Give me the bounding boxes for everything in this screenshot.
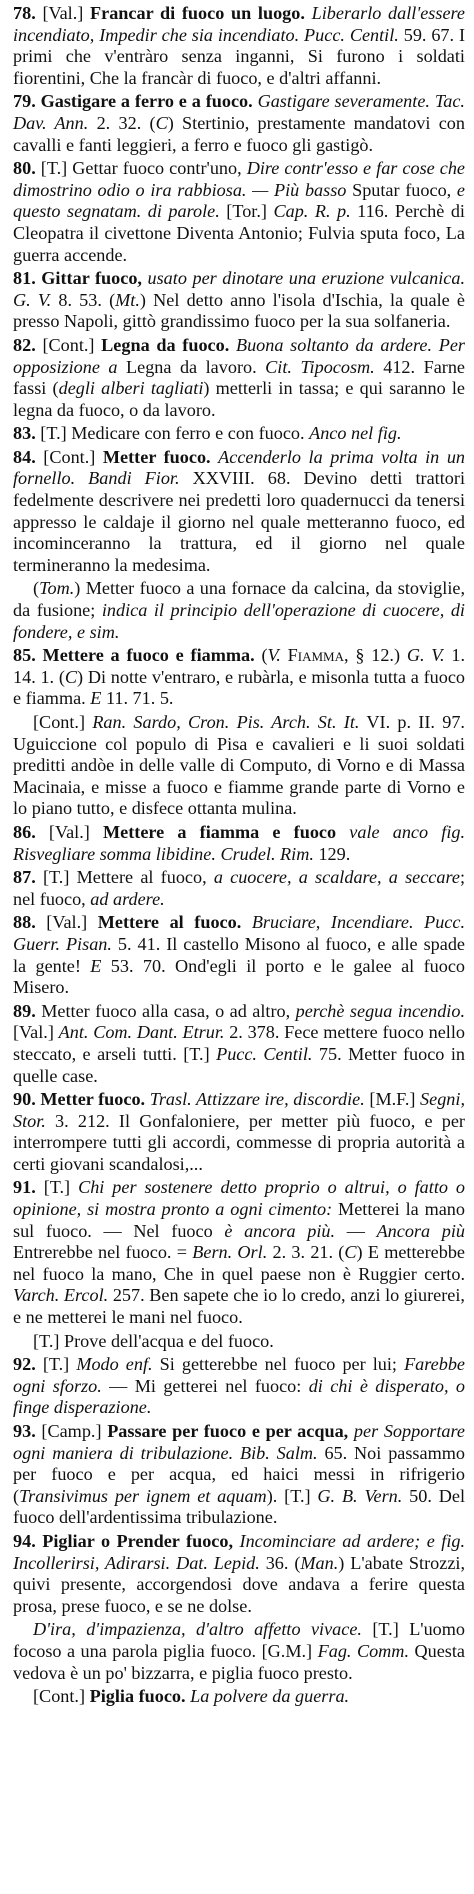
entry-text: Chi per sostenere detto proprio o altrui, o fatto o opinione, si mostra pronto a ogni cimento: (13, 1177, 466, 1220)
entry-text: [Val.] (42, 3, 91, 23)
dictionary-entry (13, 3, 465, 89)
entry-text: a cuocere, a scaldare, a seccare (213, 867, 460, 888)
entry-text: usato per dinotare una eruzione vulcanica. G. V. (13, 268, 466, 310)
headword: Metter fuoco. (102, 446, 211, 467)
entry-text: Metterei la mano sul fuoco. — Nel fuoco (13, 1199, 465, 1241)
entry-text: indica il principio dell'operazione di cuocere, di fondere, e sim. (13, 600, 465, 642)
entry-text: [Val.] (48, 821, 103, 842)
entry-text: 5. 41. Il castello Misono al fuoco, e alle spade la gente! (13, 933, 466, 976)
entry-text: G. B. Vern. (317, 1485, 403, 1506)
dictionary-entry (13, 1421, 465, 1529)
sub-entry (13, 578, 465, 643)
entry-text: [T.] Mettere al fuoco, (42, 867, 214, 888)
entry-number: 87. (13, 867, 43, 888)
dictionary-entry (13, 158, 465, 266)
headword: Francar di fuoco un luogo. (90, 3, 305, 23)
dictionary-entry (13, 912, 465, 998)
entry-text: Gastigare severamente. Tac. Dav. Ann. (13, 91, 465, 133)
entry-text: ) metterli in tassa; e qui saranno le legna da fuoco, o da lavoro. (13, 378, 466, 420)
entry-text: [Cont.] (43, 446, 103, 467)
sub-entry (13, 1686, 465, 1708)
sub-entry (13, 1331, 465, 1353)
entry-text: XXVIII. 68. Devino detti trattori fedelmente descrivere nei predetti loro quadernucci da tenersi appresso le caldaje il giorno nel quale metteranno fuoco, ed incominceranno la trattura, ed il giorno nel quale termineranno la medesima. (13, 468, 465, 575)
entry-text: [T.] (43, 1177, 79, 1198)
dictionary-entry (13, 1354, 465, 1419)
entry-number: 88. (13, 912, 47, 933)
entry-text: ) E metterebbe nel fuoco la mano, Che in quel paese non è Ruggier certo. (13, 1242, 465, 1284)
entry-text: [T.] Gettar fuoco contr'uno, (40, 158, 247, 179)
entry-text: E (90, 955, 102, 976)
entry-text: Incominciare ad ardere; e fig. Incollerirsi, Adirarsi. Dat. Lepid. (13, 1530, 466, 1573)
entry-text (229, 335, 236, 355)
entry-number: 91. (13, 1177, 44, 1198)
entry-text: 50. Del fuoco dell'ardentissima tribulazione. (13, 1485, 466, 1528)
entry-text: [T.] (42, 1354, 77, 1375)
entry-text: Dire contr'esso e far cose che dimostrino odio o ira rabbiosa. — Più basso (13, 158, 466, 200)
entry-text: ad ardere. (90, 888, 165, 909)
headword: Gittar fuoco, (41, 268, 142, 289)
dictionary-entry (13, 268, 465, 333)
dictionary-entry (13, 867, 465, 910)
entry-text: [Val.] (13, 1022, 59, 1043)
entry-text: Modo enf. (76, 1354, 153, 1375)
entry-text: V. (267, 645, 281, 666)
dictionary-entry (13, 91, 465, 156)
entry-text: [M.F.] (364, 1089, 421, 1110)
entry-text: [T.] L'uomo focoso a una parola piglia fuoco. [G.M.] (13, 1619, 466, 1661)
entry-text: Si getterebbe nel fuoco per lui; (152, 1354, 405, 1375)
entry-text: 116. Perchè di Cleopatra il civettone Diventa Antonio; Fulvia sputa foco, La guerra accende. (13, 201, 465, 265)
headword: Mettere al fuoco. (97, 912, 242, 933)
entry-text: [Cont.] (42, 334, 102, 355)
entry-text: Sputar fuoco, (346, 179, 457, 200)
entry-text: [T.] Prove dell'acqua e del fuoco. (33, 1330, 274, 1351)
entry-text: 129. (313, 843, 351, 864)
entry-text: Cap. R. p. (273, 201, 351, 222)
entry-text (336, 822, 349, 842)
headword: Passare per fuoco e per acqua, (107, 1421, 349, 1441)
dictionary-entry (13, 822, 465, 865)
entry-text: E (90, 688, 102, 709)
entry-text: 257. Ben sapete che io lo credo, anzi lo giurerei, e ne metterei le mani nel fuoco. (13, 1285, 465, 1328)
entry-number: 89. (13, 1000, 42, 1021)
entry-text: D'ira, d'impazienza, d'altro affetto vivace. (33, 1619, 362, 1640)
entry-text: ) Metter fuoco a una fornace da calcina, da stoviglie, da fusione; (13, 578, 465, 621)
entry-text: VI. p. II. 97. Uguiccione col populo di Pisa e cavalieri e li suoi soldati preditti andòe in delle valle di Computo, di Vorno e di Massa Macinaia, e misse a fuoco e fiamme grande parte di Vorno e lo piano tutto, e disfece ottanta mulina. (13, 712, 465, 819)
entry-text: Bruciare, Incendiare. Pucc. Guerr. Pisan. (13, 912, 465, 954)
entry-text: Ran. Sardo, Cron. Pis. Arch. St. It. (92, 712, 360, 732)
entry-number: 94. (13, 1530, 43, 1551)
entry-text: [Cont.] (33, 712, 93, 732)
entry-text: 2. 378. Fece mettere fuoco nello steccato, e arseli tutti. [T.] (13, 1022, 466, 1064)
entry-number: 79. (13, 91, 41, 112)
entry-text: Fag. Comm. (317, 1640, 409, 1661)
entry-text: 65. Noi passammo per fuoco e per acqua, ed haici messi in rifrigerio ( (13, 1442, 465, 1506)
entry-text: 8. 53. ( (51, 289, 116, 310)
entry-text: e questo segnatam. di parole. (13, 179, 465, 222)
entry-text: — Mi getterei nel fuoco: (101, 1375, 309, 1396)
entry-text: Buona soltanto da ardere. Per opposizione a (13, 334, 465, 377)
headword: Legna da fuoco. (101, 334, 230, 355)
entry-text (241, 912, 252, 932)
dictionary-entry (13, 335, 465, 421)
entry-text: Pucc. Centil. (216, 1043, 313, 1064)
entry-text: ) Stertinio, prestamente mandatovi con cavalli e fanti leggieri, a ferro e fuoco gli gastigò. (13, 112, 465, 155)
entry-text: — (335, 1220, 377, 1241)
dictionary-entry (13, 1531, 465, 1617)
entry-text: ). [T.] (266, 1485, 318, 1506)
entry-number: 86. (13, 821, 49, 842)
entry-text: Metter fuoco alla casa, o ad altro, (41, 1000, 296, 1021)
headword: Mettere a fiamma e fuoco (102, 821, 337, 842)
entry-text: ) Di notte v'entraro, e rubàrla, e misonla tutta a fuoco e fiamma. (13, 666, 465, 709)
entry-text: [Camp.] (41, 1421, 108, 1441)
dictionary-entry (13, 645, 465, 710)
entry-text: ) L'abate Strozzi, quivi presente, accorgendosi dove andava a ferire questa prosa, prese fuoco, e se ne dolse. (13, 1552, 465, 1616)
entry-text: C (155, 112, 168, 133)
entry-text: C (344, 1242, 357, 1263)
entry-text: [Tor.] (219, 201, 274, 222)
entry-text: , § 12.) (344, 645, 407, 666)
headword: Gastigare a ferro e a fuoco. (40, 91, 253, 112)
dictionary-entry (13, 1001, 465, 1087)
entry-text: C (64, 666, 78, 687)
entry-text: 59. 67. I primi che v'entràro senza inganni, Si furono i soldati fiorentini, Che la francàr di fuoco, e d'altri affanni. (13, 24, 465, 88)
entry-number: 84. (13, 446, 44, 467)
entry-number: 80. (13, 158, 41, 179)
entry-text: Bern. Orl. (192, 1242, 268, 1263)
headword: Mettere a fuoco e fiamma. (42, 645, 255, 666)
dictionary-entry (13, 447, 465, 577)
entry-text: 11. 71. 5. (101, 688, 174, 709)
entry-text: La polvere da guerra. (190, 1686, 350, 1707)
entry-number: 85. (13, 645, 43, 666)
headword: Metter fuoco. (40, 1089, 146, 1110)
entry-text: Ancora più (376, 1220, 466, 1241)
entry-number: 90. (13, 1089, 41, 1110)
entry-text: 53. 70. Ond'egli il porto e le galee al fuoco Misero. (13, 955, 465, 998)
entry-text: è ancora più. (224, 1220, 336, 1241)
entry-text: degli alberi tagliati (58, 378, 204, 399)
sub-entry (13, 712, 465, 820)
entry-text: Fiamma (287, 645, 344, 666)
entry-text: [Val.] (46, 912, 98, 933)
entry-text: 3. 212. Il Gonfaloniere, per metter più fuoco, e per interrompere tutti gli accordi, commesse di propria autorità a certi giovani scandalosi,... (13, 1110, 465, 1174)
entry-text (281, 645, 288, 665)
entry-text: perchè segua incendio. (295, 1000, 465, 1021)
entry-list (13, 3, 465, 1708)
entry-text: di chi è disperato, o finge disperazione. (13, 1375, 466, 1418)
entry-text: Varch. Ercol. (13, 1285, 109, 1306)
entry-text: Questa vedova è un po' bizzarra, e piglia fuoco presto. (13, 1640, 465, 1683)
entry-text: Man. (300, 1552, 339, 1573)
entry-text: ( (254, 645, 268, 666)
entry-text: Tom. (39, 578, 75, 599)
entry-text: 36. ( (259, 1552, 301, 1573)
entry-text: Liberarlo dall'essere incendiato, Impedir che sia incendiato. Pucc. Centil. (13, 3, 466, 45)
entry-text: Farebbe ogni sforzo. (13, 1354, 466, 1396)
entry-number: 78. (13, 3, 43, 23)
entry-number: 81. (13, 268, 42, 289)
dictionary-entry (13, 1089, 465, 1175)
entry-number: 83. (13, 423, 41, 444)
entry-text: Segni, Stor. (13, 1089, 465, 1131)
entry-text: 412. Farne fassi ( (13, 356, 465, 399)
entry-text: ) Nel detto anno l'isola d'Ischia, la quale è presso Napoli, gittò grandissimo fuoco per la sua solfaneria. (13, 289, 465, 332)
entry-text: Accenderlo la prima volta in un fornello. Bandi Fior. (13, 446, 466, 489)
entry-number: 82. (13, 334, 43, 355)
entry-text: Mt. (115, 289, 140, 310)
entry-text: G. V. (406, 645, 445, 666)
entry-number: 92. (13, 1354, 43, 1375)
entry-text: per Sopportare ogni maniera di tribulazione. Bib. Salm. (13, 1421, 465, 1463)
entry-text: Ant. Com. Dant. Etrur. (58, 1022, 225, 1043)
entry-text: 75. Metter fuoco in quelle case. (13, 1043, 465, 1086)
entry-text: Cit. Tipocosm. (265, 356, 375, 377)
entry-text: 2. 32. ( (88, 112, 156, 133)
sub-entry (13, 1619, 465, 1684)
entry-text: Entrerebbe nel fuoco. = (13, 1242, 193, 1263)
dictionary-entry (13, 1177, 465, 1328)
entry-text: vale anco fig. Risvegliare somma libidine. Crudel. Rim. (13, 821, 466, 864)
entry-text: 2. 3. 21. ( (267, 1242, 345, 1263)
entry-text: Anco nel fig. (309, 423, 402, 444)
dictionary-entry (13, 423, 465, 445)
entry-text: ; nel fuoco, (13, 867, 465, 909)
entry-text: [Cont.] (33, 1686, 90, 1707)
entry-number: 93. (13, 1421, 42, 1441)
entry-text: Legna da lavoro. (117, 356, 266, 377)
entry-text: ( (33, 578, 40, 599)
entry-text (305, 3, 312, 23)
entry-text: 1. 14. 1. ( (13, 645, 466, 687)
entry-text: [T.] Medicare con ferro e con fuoco. (40, 423, 310, 444)
entry-text: Trasl. Attizzare ire, discordie. (149, 1089, 365, 1110)
headword: Pigliar o Prender fuoco, (42, 1530, 233, 1551)
entry-text: Transivimus per ignem et aquam (19, 1485, 267, 1506)
headword: Piglia fuoco. (89, 1686, 186, 1707)
